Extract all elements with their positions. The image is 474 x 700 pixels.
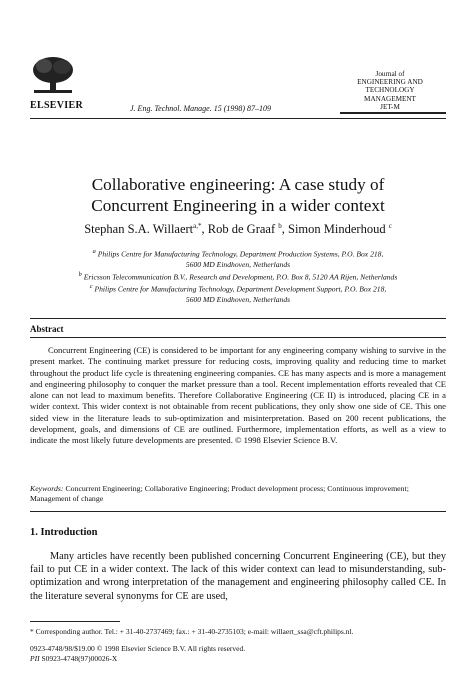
affiliation-marker: a <box>92 248 96 255</box>
author-name: , Simon Minderhoud <box>281 222 386 237</box>
section-heading: 1. Introduction <box>30 527 98 538</box>
author-superscript: c <box>388 222 392 230</box>
affiliation-line: Ericsson Telecommunication B.V., Research and Development, P.O. Box 8, 5120 AA Rijen, Netherlands <box>83 272 398 282</box>
abstract-heading: Abstract <box>30 324 64 334</box>
journal-box-line: TECHNOLOGY <box>365 86 415 95</box>
affiliations <box>30 247 446 305</box>
title-line: Collaborative engineering: A case study of <box>91 175 385 194</box>
keywords-text: Concurrent Engineering; Collaborative Engineering; Product development process; Continuous improvement; Management of change <box>30 484 409 503</box>
keywords <box>30 484 446 504</box>
copyright-info <box>30 644 245 664</box>
author-list <box>30 222 446 237</box>
affiliation <box>30 270 446 283</box>
elsevier-tree-logo <box>30 56 76 96</box>
affiliation-line: Philips Centre for Manufacturing Technology, Department Production Systems, P.O. Box 218, <box>97 249 384 259</box>
affiliation-line: 5600 MD Eindhoven, Netherlands <box>185 259 291 269</box>
affiliation <box>30 282 446 305</box>
footnote-rule <box>30 621 120 622</box>
author-superscript: b <box>278 222 282 230</box>
abstract-text: Concurrent Engineering (CE) is considered to be important for any engineering company wishing to survive in the present market. The continuing market pressure for reducing costs, improving quality and reducing time to market throughout the product life cycle is threatening engineering companies. CE has many aspects and is more a management and engineering philosophy to conquer the market pressure than a tool. Recent implementation efforts revealed that CE alone can not lead to maximum benefits. Therefore Collaborative Engineering (CE II) is introduced, placing CE in a wider context. This wider context is not obtainable from recent publications, they only show one side of CE. This one sided view in the literature leads to sub-optimization and misinterpretation. Based on 200 recent publications, the development, goals, and dimensions of CE are outlined. Furthermore, implementation efforts, as well as a view to indicate the most likely future developments are presented. © 1998 Elsevier Science B.V. <box>30 345 446 446</box>
abstract-body <box>30 345 446 447</box>
affiliation-line: 5600 MD Eindhoven, Netherlands <box>185 294 291 304</box>
header-rule <box>30 118 446 119</box>
affiliation-marker: c <box>89 283 93 291</box>
journal-title-box <box>340 70 440 111</box>
issn-copyright-line: 0923-4748/98/$19.00 © 1998 Elsevier Science B.V. All rights reserved. <box>30 644 246 653</box>
publisher-name: ELSEVIER <box>30 100 83 111</box>
author-name: , Rob de Graaf <box>201 222 276 237</box>
journal-box-line: Journal of <box>375 70 405 78</box>
journal-citation: J. Eng. Technol. Manage. 15 (1998) 87–109 <box>130 104 272 113</box>
pii-value: S0923-4748(97)00026-X <box>41 654 118 663</box>
abstract-top-rule <box>30 318 446 319</box>
pii-label: PII <box>30 654 40 663</box>
pii-line <box>30 654 245 664</box>
author-name: Stephan S.A. Willaert <box>84 222 194 237</box>
journal-box-line: ENGINEERING AND <box>357 78 423 87</box>
affiliation-marker: b <box>78 270 82 278</box>
journal-box-line: JET-M <box>380 102 400 111</box>
journal-box-rule <box>340 112 446 114</box>
intro-body <box>30 550 446 603</box>
author-superscript: a,* <box>193 222 202 230</box>
journal-box-line: MANAGEMENT <box>364 94 416 103</box>
affiliation-line: Philips Centre for Manufacturing Technology, Department Development Support, P.O. Box 218, <box>94 284 387 294</box>
abstract-heading-rule <box>30 337 446 338</box>
affiliation <box>30 247 446 270</box>
title-line: Concurrent Engineering in a wider context <box>91 196 385 215</box>
article-title <box>30 174 446 216</box>
footnote: * Corresponding author. Tel.: + 31-40-2737469; fax.: + 31-40-2735103; e-mail: willaert_ssa@cft.philips.nl. <box>30 627 354 636</box>
intro-paragraph: Many articles have recently been published concerning Concurrent Engineering (CE), but they fail to put CE in a wider context. The lack of this wider context can lead to misunderstanding, sub-optimization and wrong interpretation of the management and engineering philosophy called CE. In the literature several synonyms for CE are used, <box>30 551 446 602</box>
abstract-bottom-rule <box>30 511 446 512</box>
keywords-label: Keywords: <box>30 484 64 493</box>
